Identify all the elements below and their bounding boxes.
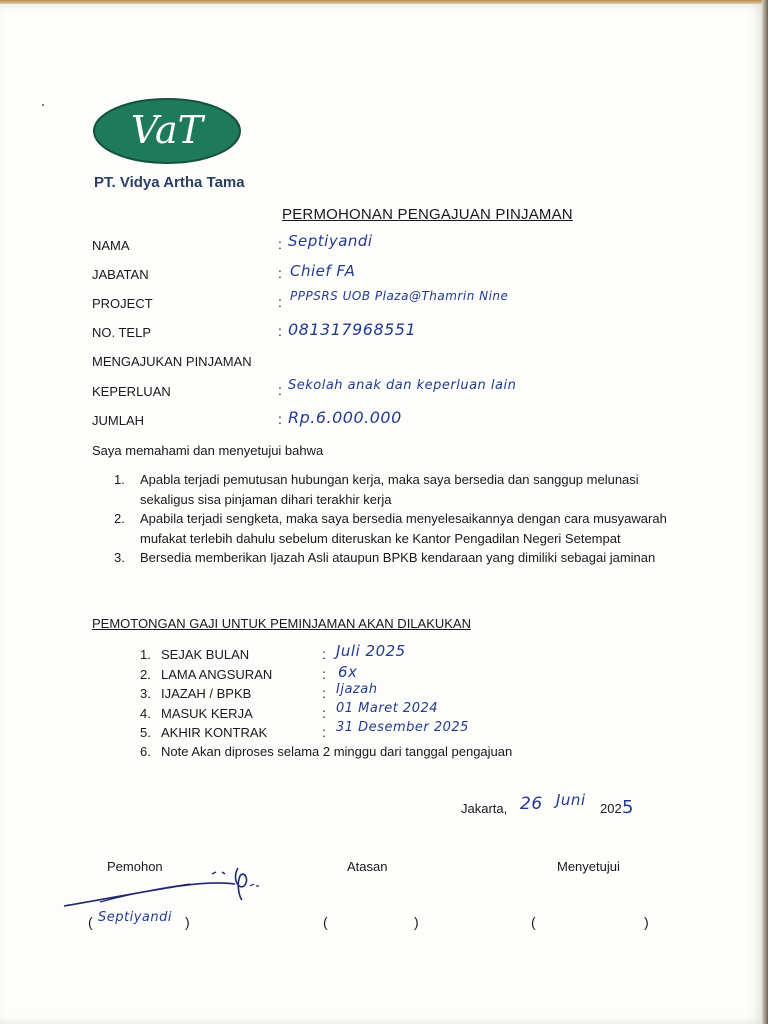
field-colon: : xyxy=(278,294,282,310)
field-colon: : xyxy=(278,236,282,252)
deduction-colon: : xyxy=(322,685,326,701)
term-text: Apabila terjadi sengketa, maka saya bersedia menyelesaikannya dengan cara musyawarah mufakat terlebih dahulu sebelum diteruskan ke Kantor Pengadilan Negeri Setempat xyxy=(140,511,667,546)
field-colon: : xyxy=(278,411,282,427)
form-title: PERMOHONAN PENGAJUAN PINJAMAN xyxy=(282,206,573,223)
date-city: Jakarta, xyxy=(461,801,508,816)
company-name: PT. Vidya Artha Tama xyxy=(94,174,245,191)
field-label-project: PROJECT xyxy=(92,296,153,311)
deduction-value-lama-angsuran: 6x xyxy=(338,663,358,681)
term-number: 2. xyxy=(114,511,125,526)
field-label-keperluan: KEPERLUAN xyxy=(92,384,171,399)
term-item xyxy=(114,470,674,509)
document-page xyxy=(0,4,764,1024)
field-value-keperluan: Sekolah anak dan keperluan lain xyxy=(288,378,517,393)
deduction-number: 6. xyxy=(140,744,151,759)
term-text: Bersedia memberikan Ijazah Asli ataupun BPKB kendaraan yang dimiliki sebagai jaminan xyxy=(140,550,656,565)
approver-close-paren: ) xyxy=(644,914,649,930)
applicant-open-paren: ( xyxy=(88,914,93,930)
date-year-handwritten: 5 xyxy=(622,797,634,818)
field-colon: : xyxy=(278,382,282,398)
superior-close-paren: ) xyxy=(414,914,419,930)
date-day: 26 xyxy=(520,794,543,814)
deduction-label-ijazah-bpkb: IJAZAH / BPKB xyxy=(161,686,252,701)
term-number: 1. xyxy=(114,472,125,487)
field-value-nama: Septiyandi xyxy=(288,232,373,250)
term-text: Apabla terjadi pemutusan hubungan kerja, maka saya bersedia dan sanggup melunasi sekaligus sisa pinjaman dihari terakhir kerja xyxy=(140,472,639,507)
field-label-jabatan: JABATAN xyxy=(92,267,149,282)
field-value-jumlah: Rp.6.000.000 xyxy=(288,408,402,427)
terms-list xyxy=(114,470,674,568)
superior-open-paren: ( xyxy=(323,914,328,930)
logo-ellipse-icon xyxy=(92,96,242,166)
field-label-mengajukan: MENGAJUKAN PINJAMAN xyxy=(92,354,252,369)
deduction-value-masuk-kerja: 01 Maret 2024 xyxy=(336,701,439,716)
approver-open-paren: ( xyxy=(531,914,536,930)
field-value-project: PPPSRS UOB Plaza@Thamrin Nine xyxy=(290,289,509,303)
applicant-signature-icon xyxy=(60,856,270,916)
signature-label-menyetujui: Menyetujui xyxy=(557,859,620,874)
field-value-telp: 081317968551 xyxy=(288,320,417,339)
date-year-printed: 202 xyxy=(600,801,622,816)
deduction-number: 5. xyxy=(140,725,151,740)
deduction-value-ijazah-bpkb: Ijazah xyxy=(336,682,378,697)
field-label-jumlah: JUMLAH xyxy=(92,413,145,428)
applicant-name: Septiyandi xyxy=(98,910,172,925)
deduction-label-sejak-bulan: SEJAK BULAN xyxy=(161,647,250,662)
agreement-intro: Saya memahami dan menyetujui bahwa xyxy=(92,443,324,458)
paper-right-edge xyxy=(762,0,768,1024)
signature-label-pemohon: Pemohon xyxy=(107,859,163,874)
term-number: 3. xyxy=(114,550,125,565)
deduction-number: 1. xyxy=(140,647,151,662)
deduction-colon: : xyxy=(322,705,326,721)
deduction-label-lama-angsuran: LAMA ANGSURAN xyxy=(161,667,273,682)
field-colon: : xyxy=(278,265,282,281)
deduction-number: 2. xyxy=(140,667,151,682)
deduction-note: Note Akan diproses selama 2 minggu dari tanggal pengajuan xyxy=(161,744,513,759)
deduction-value-akhir-kontrak: 31 Desember 2025 xyxy=(336,720,469,735)
logo-text: VaT xyxy=(131,108,203,152)
deduction-colon: : xyxy=(322,646,326,662)
applicant-close-paren: ) xyxy=(185,914,190,930)
field-value-jabatan: Chief FA xyxy=(290,262,356,280)
field-label-nama: NAMA xyxy=(92,238,130,253)
company-logo xyxy=(92,96,242,171)
signature-label-atasan: Atasan xyxy=(347,859,388,874)
deduction-colon: : xyxy=(322,724,326,740)
field-label-telp: NO. TELP xyxy=(92,325,152,340)
deduction-label-akhir-kontrak: AKHIR KONTRAK xyxy=(161,725,268,740)
deduction-value-sejak-bulan: Juli 2025 xyxy=(336,642,406,660)
term-item xyxy=(114,509,674,548)
deduction-number: 3. xyxy=(140,686,151,701)
date-month: Juni xyxy=(556,791,586,809)
deduction-title: PEMOTONGAN GAJI UNTUK PEMINJAMAN AKAN DILAKUKAN xyxy=(92,616,471,631)
deduction-colon: : xyxy=(322,666,326,682)
paper-speck xyxy=(42,104,44,106)
deduction-number: 4. xyxy=(140,706,151,721)
field-colon: : xyxy=(278,323,282,339)
deduction-label-masuk-kerja: MASUK KERJA xyxy=(161,706,253,721)
term-item xyxy=(114,548,674,568)
